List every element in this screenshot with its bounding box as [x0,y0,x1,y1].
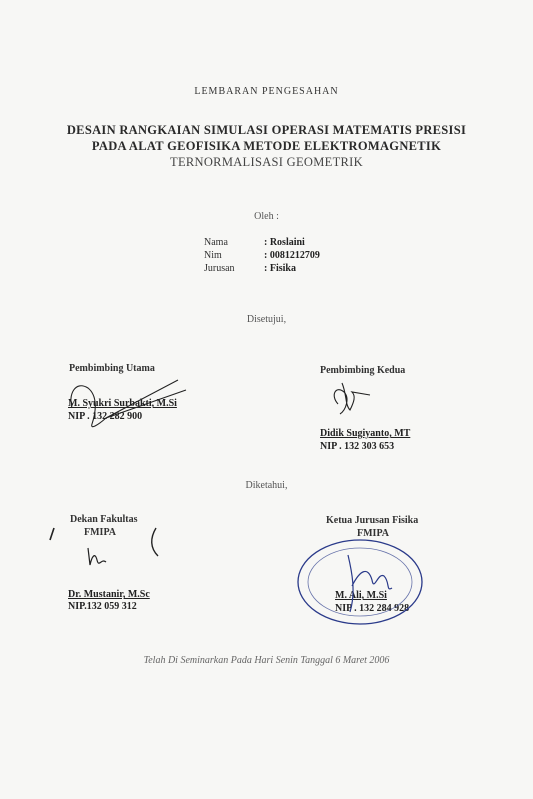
nim-value: : 0081212709 [264,250,320,261]
thesis-title-line-2: PADA ALAT GEOFISIKA METODE ELEKTROMAGNETIK [91,139,442,153]
department-head-nip: NIP . 132 284 928 [335,603,410,614]
major-label: Jurusan [204,263,235,274]
dean-signature [88,548,106,565]
page-heading: LEMBARAN PENGESAHAN [194,86,339,97]
name-label: Nama [204,237,228,248]
student-name-row [204,236,320,249]
department-head-role: Ketua Jurusan Fisika [326,515,419,526]
first-supervisor-nip: NIP . 132 282 900 [68,411,143,422]
student-major-row [204,262,320,275]
dean-faculty: FMIPA [84,527,117,538]
second-supervisor-signature [334,383,370,414]
thesis-title-line-1: DESAIN RANGKAIAN SIMULASI OPERASI MATEMATIS PRESISI [66,123,467,137]
first-supervisor-name: M. Syukri Surbakti, M.Si [68,398,177,409]
student-info [204,236,320,275]
dean-name: Dr. Mustanir, M.Sc [68,589,150,600]
acknowledged-label: Diketahui, [245,480,288,491]
thesis-title-line-3: TERNORMALISASI GEOMETRIK [170,155,363,169]
oleh-label: Oleh : [254,211,279,222]
nim-label: Nim [204,250,222,261]
second-supervisor-name: Didik Sugiyanto, MT [320,428,411,439]
dean-nip: NIP.132 059 312 [68,601,137,612]
seminar-note: Telah Di Seminarkan Pada Hari Senin Tanggal 6 Maret 2006 [143,655,390,666]
major-value: : Fisika [264,263,296,274]
name-value: : Roslaini [264,237,305,248]
dean-mark-right [152,528,158,556]
dean-role: Dekan Fakultas [70,514,138,525]
approved-label: Disetujui, [246,314,287,325]
department-head-faculty: FMIPA [357,528,390,539]
department-head-name: M. Ali, M.Si [335,590,387,601]
first-supervisor-role: Pembimbing Utama [69,363,155,374]
second-supervisor-role: Pembimbing Kedua [320,365,406,376]
second-supervisor-nip: NIP . 132 303 653 [320,441,395,452]
student-nim-row [204,249,320,262]
dean-mark-left [50,528,54,540]
